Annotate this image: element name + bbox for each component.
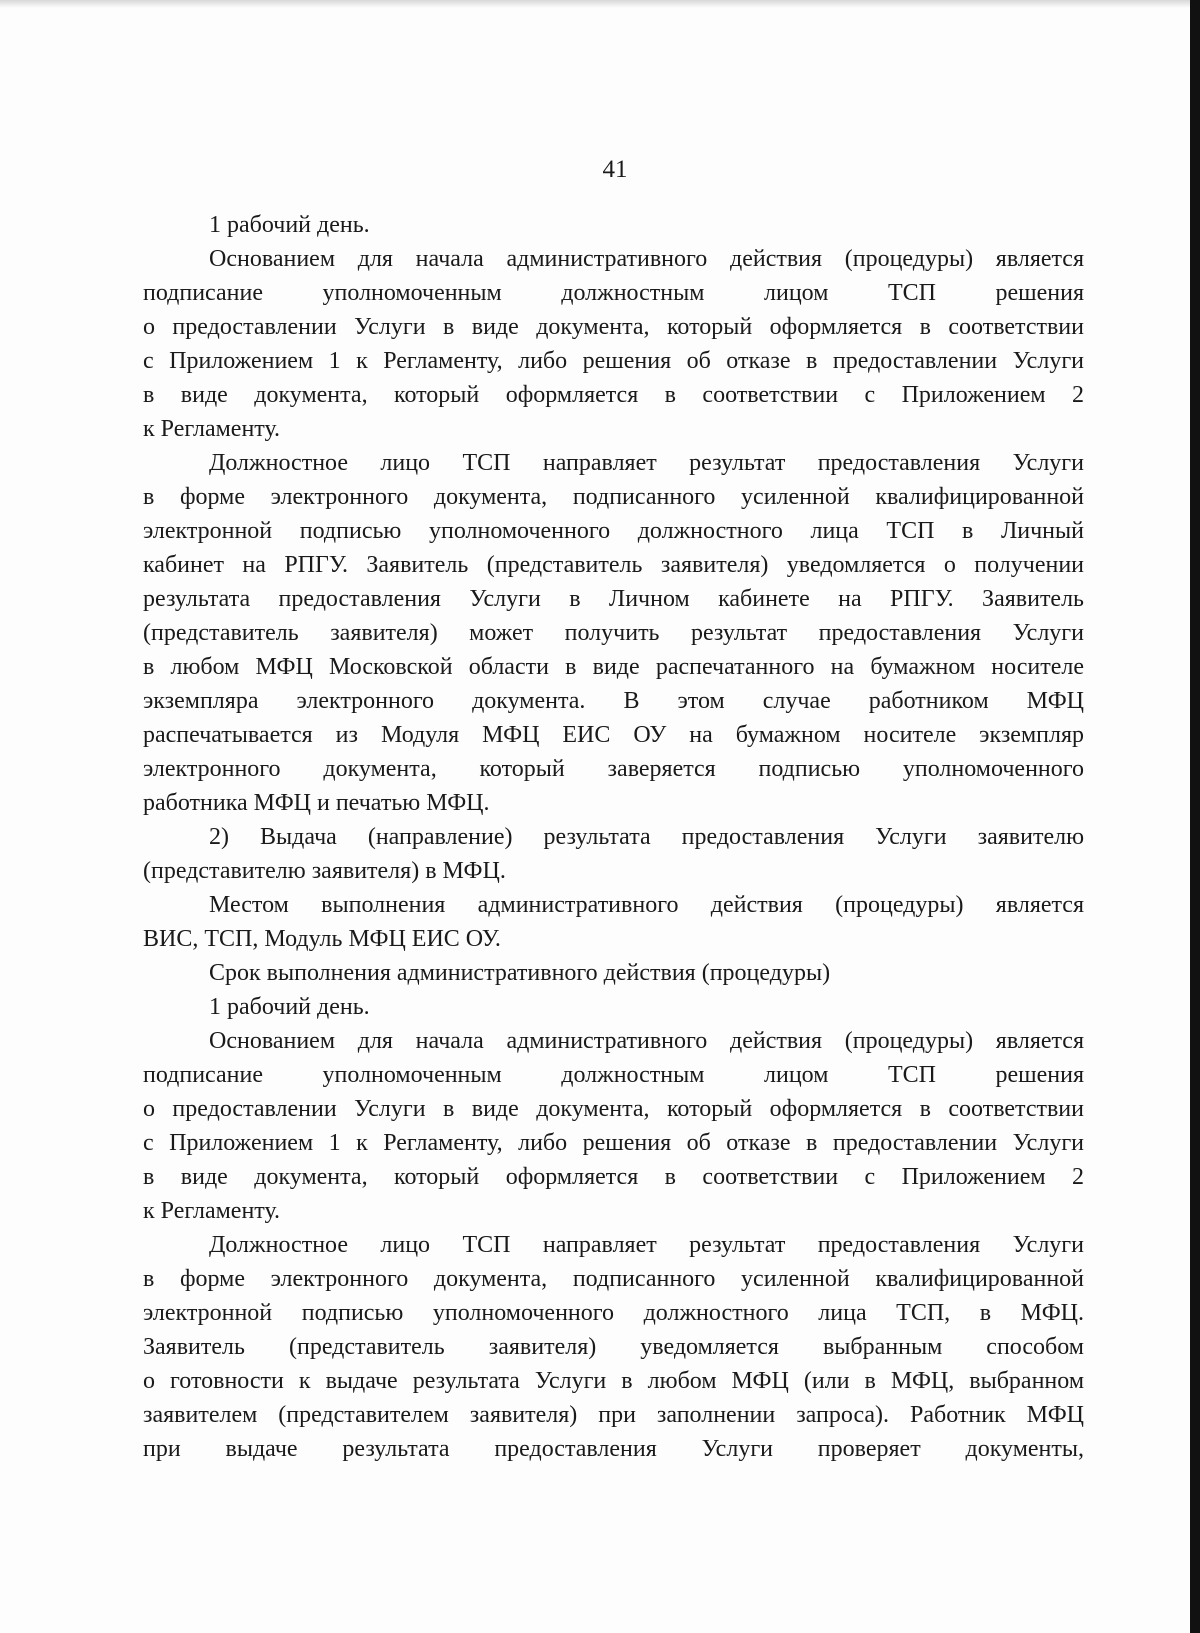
paragraph (143, 888, 1084, 956)
paragraph (143, 446, 1084, 820)
paragraph-line: заявителем (представителем заявителя) при заполнении запроса). Работник МФЦ (143, 1402, 1084, 1428)
paragraph-line: 1 рабочий день. (209, 212, 370, 238)
paragraph-line: экземпляра электронного документа. В этом случае работником МФЦ (143, 688, 1084, 714)
paragraph-line: Местом выполнения административного действия (процедуры) является (209, 892, 1084, 918)
paragraph-line: в любом МФЦ Московской области в виде распечатанного на бумажном носителе (143, 654, 1084, 680)
paragraph (143, 208, 1084, 242)
scan-edge-right (1190, 0, 1200, 1633)
document-body (143, 208, 1084, 1466)
paragraph-line: (представителю заявителя) в МФЦ. (143, 858, 506, 884)
paragraph (143, 956, 1084, 990)
paragraph (143, 1228, 1084, 1466)
paragraph-line: 1 рабочий день. (209, 994, 370, 1020)
paragraph-line: результата предоставления Услуги в Личном кабинете на РПГУ. Заявитель (143, 586, 1084, 612)
paragraph-line: Должностное лицо ТСП направляет результат предоставления Услуги (209, 450, 1084, 476)
paragraph-line: к Регламенту. (143, 1198, 281, 1224)
paragraph (143, 242, 1084, 446)
paragraph-line: электронной подписью уполномоченного должностного лица ТСП, в МФЦ. (143, 1300, 1084, 1326)
paragraph-line: ВИС, ТСП, Модуль МФЦ ЕИС ОУ. (143, 926, 501, 952)
paragraph-line: о предоставлении Услуги в виде документа, который оформляется в соответствии (143, 314, 1084, 340)
paragraph (143, 820, 1084, 888)
paragraph-line: подписание уполномоченным должностным лицом ТСП решения (143, 1062, 1084, 1088)
paragraph-line: электронной подписью уполномоченного должностного лица ТСП в Личный (143, 518, 1084, 544)
paragraph-line: о готовности к выдаче результата Услуги в любом МФЦ (или в МФЦ, выбранном (143, 1368, 1084, 1394)
paragraph-line: электронного документа, который заверяется подписью уполномоченного (143, 756, 1084, 782)
scan-edge-top (0, 0, 1200, 8)
paragraph-line: 2) Выдача (направление) результата предоставления Услуги заявителю (209, 824, 1084, 850)
paragraph-line: работника МФЦ и печатью МФЦ. (143, 790, 490, 816)
paragraph-line: Должностное лицо ТСП направляет результат предоставления Услуги (209, 1232, 1084, 1258)
paragraph-line: распечатывается из Модуля МФЦ ЕИС ОУ на бумажном носителе экземпляр (143, 722, 1084, 748)
paragraph-line: в виде документа, который оформляется в соответствии с Приложением 2 (143, 382, 1084, 408)
paragraph-line: к Регламенту. (143, 416, 281, 442)
paragraph (143, 1024, 1084, 1228)
paragraph-line: кабинет на РПГУ. Заявитель (представитель заявителя) уведомляется о получении (143, 552, 1084, 578)
paragraph-line: в виде документа, который оформляется в соответствии с Приложением 2 (143, 1164, 1084, 1190)
paragraph-line: Основанием для начала административного действия (процедуры) является (209, 1028, 1084, 1054)
paragraph-line: с Приложением 1 к Регламенту, либо решения об отказе в предоставлении Услуги (143, 348, 1084, 374)
paragraph-line: с Приложением 1 к Регламенту, либо решения об отказе в предоставлении Услуги (143, 1130, 1084, 1156)
paragraph-line: в форме электронного документа, подписанного усиленной квалифицированной (143, 1266, 1084, 1292)
paragraph (143, 990, 1084, 1024)
paragraph-line: при выдаче результата предоставления Услуги проверяет документы, (143, 1436, 1084, 1462)
paragraph-line: (представитель заявителя) может получить результат предоставления Услуги (143, 620, 1084, 646)
page-number: 41 (602, 156, 628, 183)
paragraph-line: Основанием для начала административного действия (процедуры) является (209, 246, 1084, 272)
paragraph-line: Заявитель (представитель заявителя) уведомляется выбранным способом (143, 1334, 1084, 1360)
paragraph-line: подписание уполномоченным должностным лицом ТСП решения (143, 280, 1084, 306)
paragraph-line: в форме электронного документа, подписанного усиленной квалифицированной (143, 484, 1084, 510)
paragraph-line: о предоставлении Услуги в виде документа, который оформляется в соответствии (143, 1096, 1084, 1122)
paragraph-line: Срок выполнения административного действия (процедуры) (209, 960, 831, 986)
